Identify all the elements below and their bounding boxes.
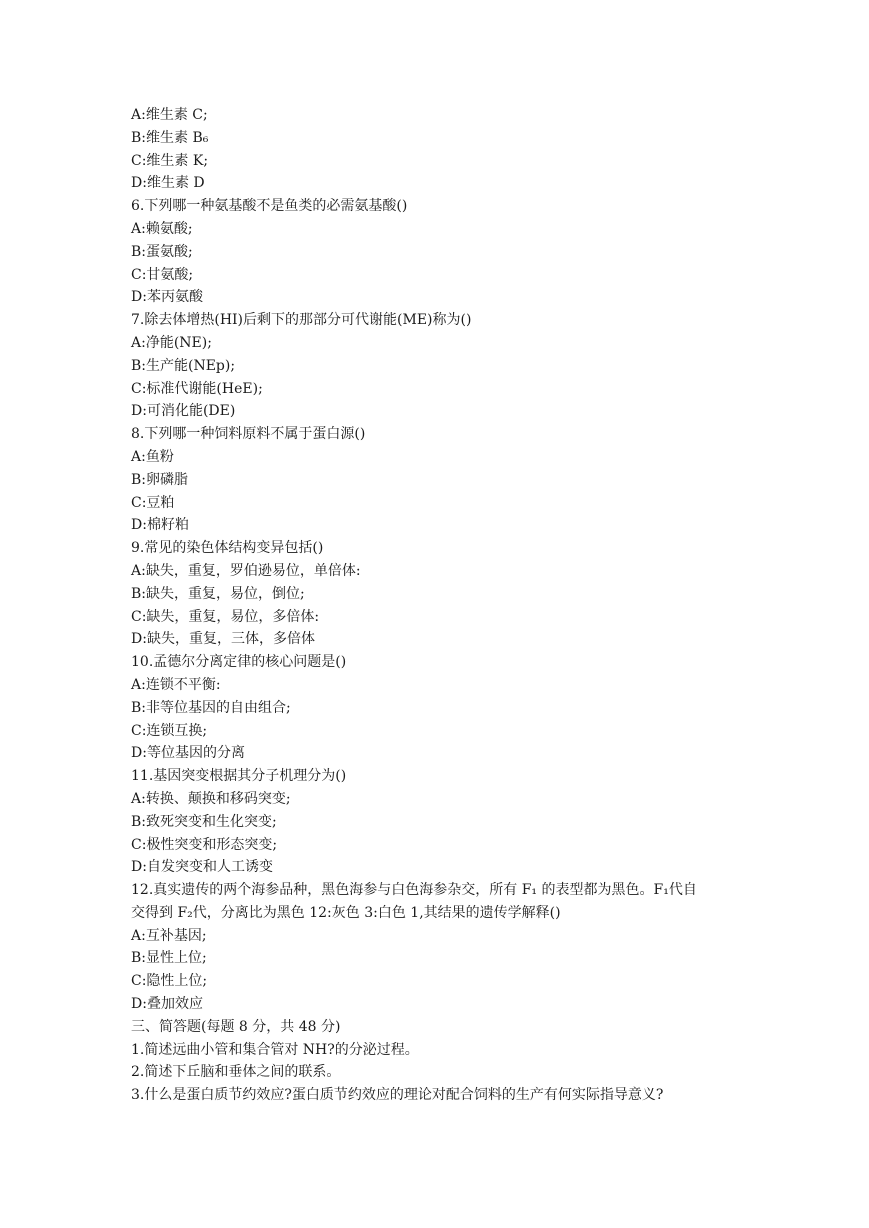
text-line: B:维生素 B₆ [131, 129, 209, 146]
question-12-line-1: 12.真实遗传的两个海参品种，黑色海参与白色海参杂交，所有 F₁ 的表型都为黑色。F₁代自 [131, 882, 697, 899]
text-line: 8.下列哪一种饲料原料不属于蛋白源() [131, 426, 366, 443]
text-line: D:叠加效应 [131, 996, 203, 1013]
text-line: C:标准代谢能(HeE); [131, 380, 263, 397]
text-line: 11.基因突变根据其分子机理分为() [131, 768, 347, 785]
question-block [131, 104, 751, 879]
text-line: A:净能(NE); [131, 334, 212, 351]
text-line: C:豆粕 [131, 494, 175, 511]
answer-and-short-question-block [131, 925, 751, 1107]
text-line: B:非等位基因的自由组合; [131, 699, 291, 716]
text-line: A:鱼粉 [131, 448, 174, 465]
text-line: B:显性上位; [131, 950, 207, 967]
text-line: A:连锁不平衡: [131, 676, 221, 693]
text-line: B:卵磷脂 [131, 471, 189, 488]
text-line: D:棉籽粕 [131, 517, 189, 534]
text-line: C:维生素 K; [131, 152, 209, 169]
text-line: D:维生素 D [131, 175, 205, 192]
text-line: D:苯丙氨酸 [131, 289, 203, 306]
text-line: C:连锁互换; [131, 722, 208, 739]
text-line: D:缺失，重复，三体，多倍体 [131, 631, 315, 648]
text-line: B:生产能(NEp); [131, 357, 236, 374]
text-line: C:甘氨酸; [131, 266, 194, 283]
text-line: C:缺失，重复，易位，多倍体: [131, 608, 320, 625]
text-line: 1.简述远曲小管和集合管对 NH?的分泌过程。 [131, 1041, 419, 1058]
text-line: C:极性突变和形态突变; [131, 836, 278, 853]
text-line: A:赖氨酸; [131, 220, 193, 237]
text-line: 2.简述下丘脑和垂体之间的联系。 [131, 1064, 341, 1081]
text-line: A:维生素 C; [131, 107, 208, 123]
text-line: C:隐性上位; [131, 973, 208, 990]
text-line: A:缺失，重复，罗伯逊易位，单倍体: [131, 562, 361, 579]
text-line: 10.孟德尔分离定律的核心问题是() [131, 654, 347, 671]
text-line: D:自发突变和人工诱变 [131, 859, 273, 876]
text-line: 7.除去体增热(HI)后剩下的那部分可代谢能(ME)称为() [131, 312, 472, 329]
text-line: 9.常见的染色体结构变异包括() [131, 540, 324, 557]
text-line: B:致死突变和生化突变; [131, 813, 277, 830]
text-line: D:等位基因的分离 [131, 745, 245, 762]
text-line: B:蛋氨酸; [131, 243, 193, 260]
text-line: 6.下列哪一种氨基酸不是鱼类的必需氨基酸() [131, 198, 408, 215]
text-line: A:转换、颠换和移码突变; [131, 790, 291, 807]
text-line: A:互补基因; [131, 927, 207, 944]
text-line: 三、简答题(每题 8 分，共 48 分) [131, 1018, 341, 1035]
text-line: B:缺失，重复，易位，倒位; [131, 585, 305, 602]
text-line: 3.什么是蛋白质节约效应?蛋白质节约效应的理论对配合饲料的生产有何实际指导意义? [131, 1087, 664, 1104]
document-body [131, 104, 751, 1107]
text-line: D:可消化能(DE) [131, 403, 236, 420]
question-12-line-2: 交得到 F₂代，分离比为黑色 12:灰色 3:白色 1,其结果的遗传学解释() [131, 904, 561, 921]
